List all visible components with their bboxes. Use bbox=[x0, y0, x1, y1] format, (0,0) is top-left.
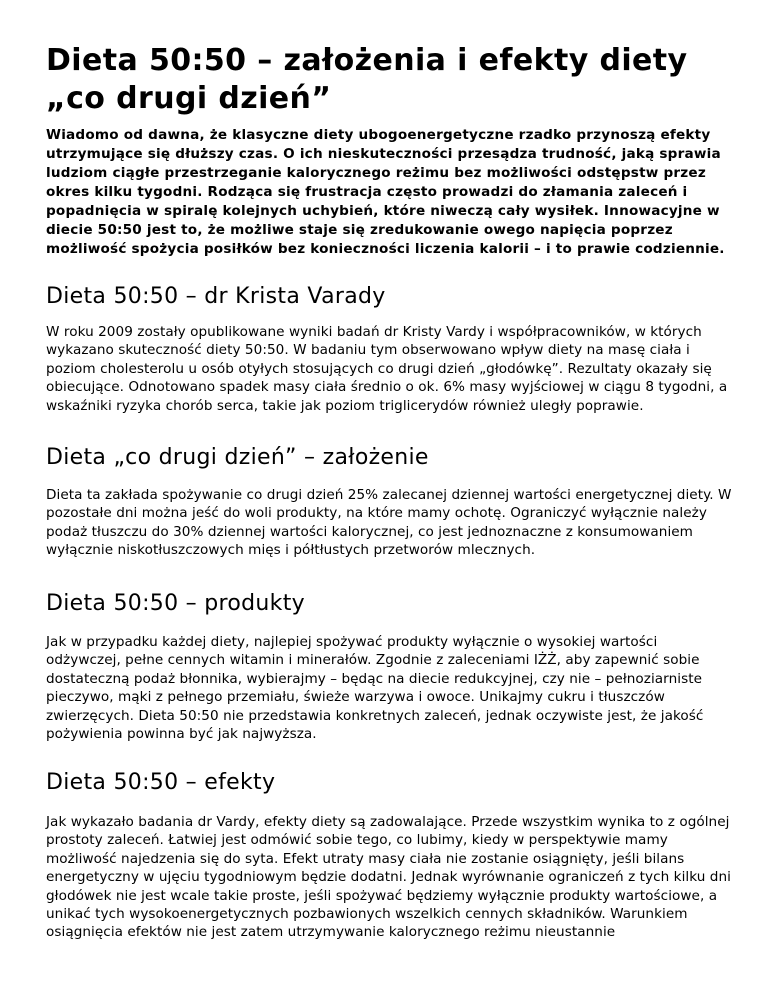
section-heading-zalozenie: Dieta „co drugi dzień” – założenie bbox=[46, 445, 429, 470]
article-title: Dieta 50:50 – założenia i efekty diety „co drugi dzień” bbox=[46, 43, 688, 116]
section-heading-produkty: Dieta 50:50 – produkty bbox=[46, 591, 305, 616]
section-heading-krista-varady: Dieta 50:50 – dr Krista Varady bbox=[46, 284, 386, 309]
section-body-zalozenie: Dieta ta zakłada spożywanie co drugi dzień 25% zalecanej dziennej wartości energetycznej diety. W pozostałe dni można jeść do woli produkty, na które mamy ochotę. Ograniczyć wyłącznie należy podaż tłuszczu do 30% dziennej wartości kalorycznej, co jest jednoznaczne z konsumowaniem wyłącznie niskotłuszczowych mięs i półtłustych przetworów mlecznych. bbox=[46, 487, 732, 559]
section-body-krista-varady: W roku 2009 zostały opublikowane wyniki badań dr Kristy Vardy i współpracowników, w których wykazano skuteczność diety 50:50. W badaniu tym obserwowano wpływ diety na masę ciała i poziom cholesterolu u osób otyłych stosujących co drugi dzień „głodówkę”. Rezultaty okazały się obiecujące. Odnotowano spadek masy ciała średnio o ok. 6% masy wyjściowej w ciągu 8 tygodni, a wskaźniki ryzyka chorób serca, takie jak poziom triglicerydów również uległy poprawie. bbox=[46, 324, 728, 414]
section-body-produkty: Jak w przypadku każdej diety, najlepiej spożywać produkty wyłącznie o wysokiej wartości odżywczej, pełne cennych witamin i minerałów. Zgodnie z zaleceniami IŻŻ, aby zapewnić sobie dostateczną podaż błonnika, wybierajmy – będąc na diecie redukcyjnej, czy nie – pełnoziarniste pieczywo, mąki z pełnego przemiału, świeże warzywa i owoce. Unikajmy cukru i tłuszczów zwierzęcych. Dieta 50:50 nie przedstawia konkretnych zaleceń, jednak oczywiste jest, że jakość pożywienia powinna być jak najwyższa. bbox=[46, 634, 704, 743]
article-lead: Wiadomo od dawna, że klasyczne diety ubogoenergetyczne rzadko przynoszą efekty utrzymujące się dłuższy czas. O ich nieskuteczności przesądza trudność, jaką sprawia ludziom ciągłe przestrzeganie kalorycznego reżimu bez możliwości odstępstw przez okres kilku tygodni. Rodząca się frustracja często prowadzi do złamania zaleceń i popadnięcia w spiralę kolejnych uchybień, które niweczą cały wysiłek. Innowacyjne w diecie 50:50 jest to, że możliwe staje się zredukowanie owego napięcia poprzez możliwość spożycia posiłków bez konieczności liczenia kalorii – i to prawie codziennie. bbox=[46, 127, 725, 257]
section-body-efekty: Jak wykazało badania dr Vardy, efekty diety są zadowalające. Przede wszystkim wynika to z ogólnej prostoty zaleceń. Łatwiej jest odmówić sobie tego, co lubimy, kiedy w perspektywie mamy możliwość najedzenia się do syta. Efekt utraty masy ciała nie zostanie osiągnięty, jeśli bilans energetyczny w ujęciu tygodniowym będzie dodatni. Jednak wyrównanie ograniczeń z tych kilku dni głodówek nie jest wcale takie proste, jeśli spożywać będziemy wyłącznie produkty wartościowe, a unikać tych wysokoenergetycznych pozbawionych wszelkich cennych składników. Warunkiem osiągnięcia efektów nie jest zatem utrzymywanie kalorycznego reżimu nieustannie bbox=[46, 814, 731, 941]
section-heading-efekty: Dieta 50:50 – efekty bbox=[46, 770, 276, 795]
